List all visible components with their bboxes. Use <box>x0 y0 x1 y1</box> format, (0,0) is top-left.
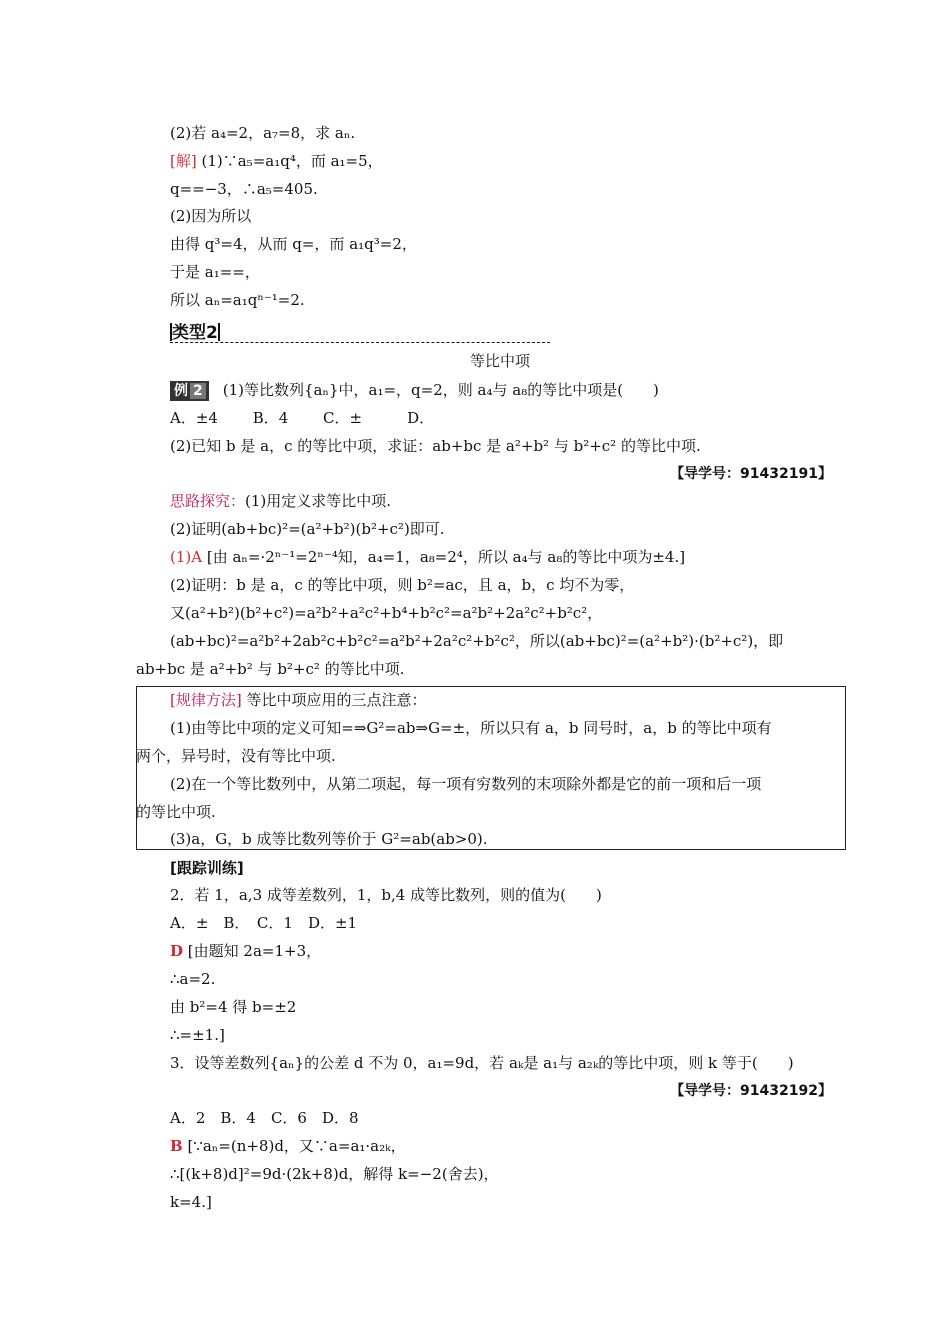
heading-bar-right <box>218 323 220 341</box>
training-answer-3-line-1 <box>170 1136 406 1156</box>
proof-line-3: (ab+bc)²=a²b²+2ab²c+b²c²=a²b²+2a²c²+b²c²，所以(ab+bc)²=(a²+b²)·(b²+c²)，即 <box>170 632 784 650</box>
idea-label: 思路探究： <box>170 492 246 510</box>
solution-line-5: 于是 a₁==， <box>170 263 260 281</box>
idea-line-2: (2)证明(ab+bc)²=(a²+b²)(b²+c²)即可. <box>170 520 445 538</box>
training-answer-3-line-3: k=4.] <box>170 1193 212 1211</box>
proof-line-2: 又(a²+b²)(b²+c²)=a²b²+a²c²+b⁴+b²c²=a²b²+2a²c²+b²c²， <box>170 604 603 622</box>
method-point-1a: (1)由等比中项的定义可知=⇒G²=ab⇒G=±，所以只有 a，b 同号时，a，b 的等比中项有 <box>170 719 772 737</box>
reference-number: 【导学号：91432191】 <box>670 466 832 482</box>
example-badge: 例 2 <box>170 381 209 401</box>
example-question-text: (1)等比数列{aₙ}中，a₁=，q=2，则 a₄与 a₈的等比中项是( ) <box>222 381 659 399</box>
solution-line-6: 所以 aₙ=a₁qⁿ⁻¹=2. <box>170 291 305 309</box>
answer-letter: (1)A <box>170 548 203 566</box>
training-options-3: A．2 B．4 C．6 D．8 <box>170 1109 359 1127</box>
example-question-2: (2)已知 b 是 a，c 的等比中项，求证：ab+bc 是 a²+b² 与 b²+c² 的等比中项. <box>170 437 701 455</box>
solution-label: [解] <box>170 152 197 170</box>
training-answer-2-line-4: ∴=±1.] <box>170 1026 225 1044</box>
answer-3-text: [∵aₙ=(n+8)d，又∵a=a₁·a₂ₖ， <box>182 1137 406 1155</box>
training-question-2: 2．若 1，a,3 成等差数列，1，b,4 成等比数列，则的值为( ) <box>170 886 602 904</box>
training-answer-2-line-3: 由 b²=4 得 b=±2 <box>170 998 297 1016</box>
answer-text: [由 aₙ=·2ⁿ⁻¹=2ⁿ⁻⁴知，a₄=1，a₈=2⁴，所以 a₄与 a₈的等比中项为±4.] <box>202 548 686 566</box>
proof-line-4: ab+bc 是 a²+b² 与 b²+c² 的等比中项. <box>136 660 405 678</box>
method-box <box>136 686 846 850</box>
training-heading: [跟踪训练] <box>170 859 244 877</box>
training-answer-2-line-1 <box>170 941 321 961</box>
question-part2: (2)若 a₄=2，a₇=8，求 aₙ. <box>170 124 356 142</box>
training-question-3: 3．设等差数列{aₙ}的公差 d 不为 0，a₁=9d，若 aₖ是 a₁与 a₂ₖ的等比中项，则 k 等于( ) <box>170 1054 794 1072</box>
proof-line-1: (2)证明：b 是 a，c 的等比中项，则 b²=ac，且 a，b，c 均不为零， <box>170 576 635 594</box>
answer-letter-3: B <box>170 1137 183 1155</box>
solution-text: (1)∵a₅=a₁q⁴，而 a₁=5， <box>196 152 383 170</box>
dashed-divider <box>170 342 550 343</box>
method-point-3: (3)a，G，b 成等比数列等价于 G²=ab(ab>0). <box>170 830 488 848</box>
method-title-line <box>170 690 427 710</box>
reference-number-2: 【导学号：91432192】 <box>670 1083 832 1099</box>
method-point-1b: 两个，异号时，没有等比中项. <box>136 747 336 765</box>
type-heading <box>170 318 220 343</box>
example-question-1 <box>170 380 659 401</box>
idea-text: (1)用定义求等比中项. <box>245 492 392 510</box>
training-answer-3-line-2: ∴[(k+8)d]²=9d·(2k+8)d，解得 k=−2(舍去)， <box>170 1165 499 1183</box>
method-label: [规律方法] <box>170 691 242 709</box>
solution-line-1 <box>170 151 383 171</box>
training-options-2: A．± B． C．1 D．±1 <box>170 914 358 932</box>
solution-line-3: (2)因为所以 <box>170 207 252 225</box>
type-label: 类型2 <box>172 323 218 343</box>
idea-line-1 <box>170 491 391 511</box>
method-point-2a: (2)在一个等比数列中，从第二项起，每一项有穷数列的末项除外都是它的前一项和后一项 <box>170 775 762 793</box>
method-title: 等比中项应用的三点注意： <box>241 691 427 709</box>
answer-line-1 <box>170 547 685 567</box>
section-title: 等比中项 <box>470 352 531 370</box>
method-point-2b: 的等比中项. <box>136 803 216 821</box>
answer-letter-2: D <box>170 942 184 960</box>
solution-line-4: 由得 q³=4，从而 q=，而 a₁q³=2， <box>170 235 417 253</box>
example-options: A．±4 B．4 C．± D． <box>170 409 435 427</box>
answer-2-text: [由题知 2a=1+3， <box>183 942 322 960</box>
training-answer-2-line-2: ∴a=2. <box>170 970 216 988</box>
solution-line-2: q==−3，∴a₅=405. <box>170 180 318 198</box>
